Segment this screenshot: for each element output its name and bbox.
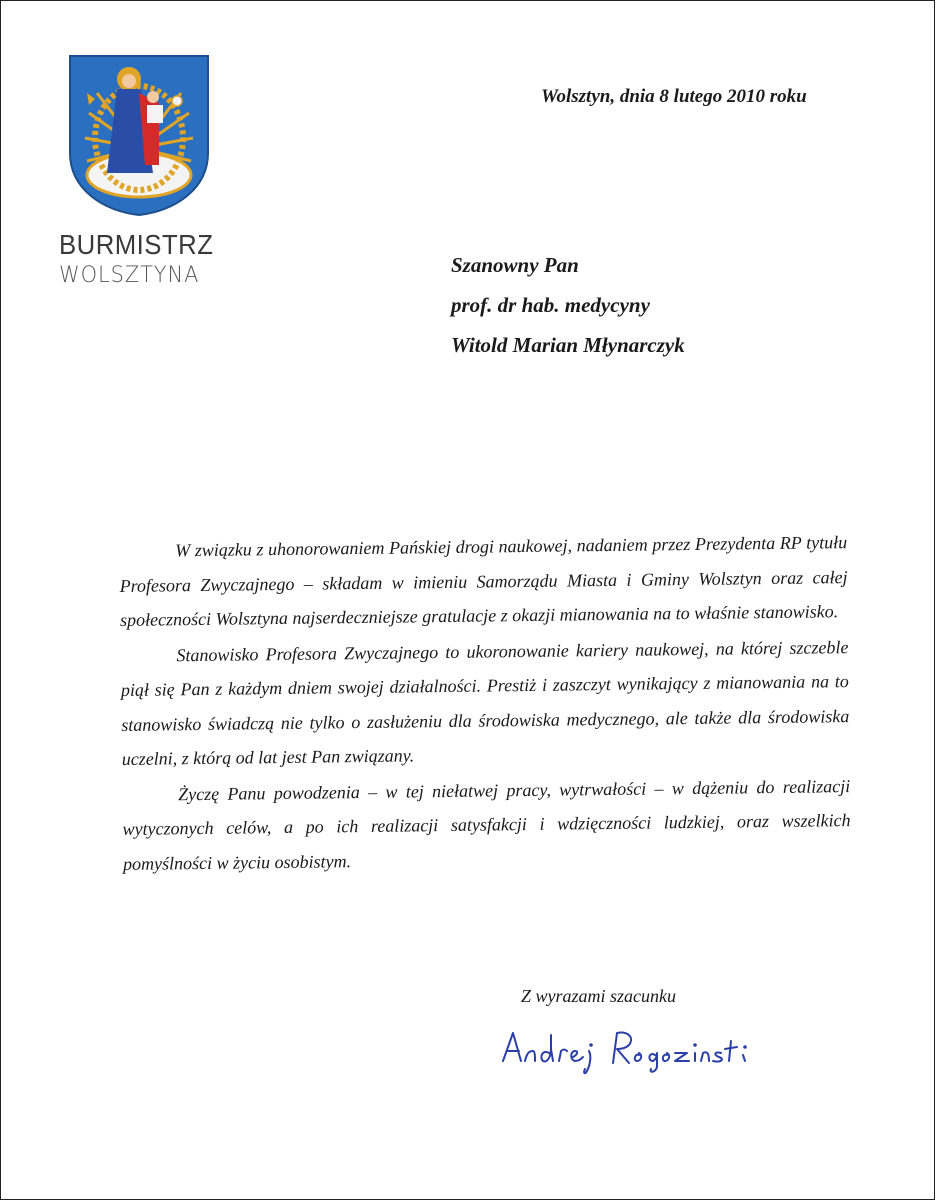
recipient-name: Witold Marian Młynarczyk — [451, 333, 685, 357]
body-paragraph-3: Życzę Panu powodzenia – w tej niełatwej pracy, wytrwałości – w dążeniu do realizacji wytyczonych celów, a po ich realizacji satysfakcji i wdzięczności ludzkiej, oraz wszelkich pomyślności w życiu osobistym. — [122, 775, 851, 874]
date-line: Wolsztyn, dnia 8 lutego 2010 roku — [541, 86, 807, 107]
body-paragraph-2: Stanowisko Profesora Zwyczajnego to ukoronowanie kariery naukowej, na której szczeble piął się Pan z każdym dniem swojej działalności. Prestiż i zaszczyt wynikający z mianowania na to stanowisko świadczą nie tylko o zasłużeniu dla środowiska medycznego, ale także dla środowiska uczelni, z którą od lat jest Pan związany. — [120, 636, 850, 769]
letter-body — [119, 525, 851, 881]
handwritten-signature — [495, 1019, 765, 1079]
office-title-line1: BURMISTRZ — [59, 229, 214, 260]
coat-of-arms-icon — [67, 53, 211, 217]
office-title-line2: WOLSZTYNA — [59, 263, 200, 288]
closing-phrase: Z wyrazami szacunku — [521, 986, 677, 1006]
recipient-title: prof. dr hab. medycyny — [451, 293, 650, 317]
body-paragraph-1: W związku z uhonorowaniem Pańskiej drogi naukowej, nadaniem przez Prezydenta RP tytułu Profesora Zwyczajnego – składam w imieniu Samorządu Miasta i Gminy Wolsztyn oraz całej społeczności Wolsztyna najserdeczniejsze gratulacje z okazji mianowania na to właśnie stanowisko. — [119, 532, 848, 630]
recipient-salutation: Szanowny Pan — [451, 253, 579, 277]
